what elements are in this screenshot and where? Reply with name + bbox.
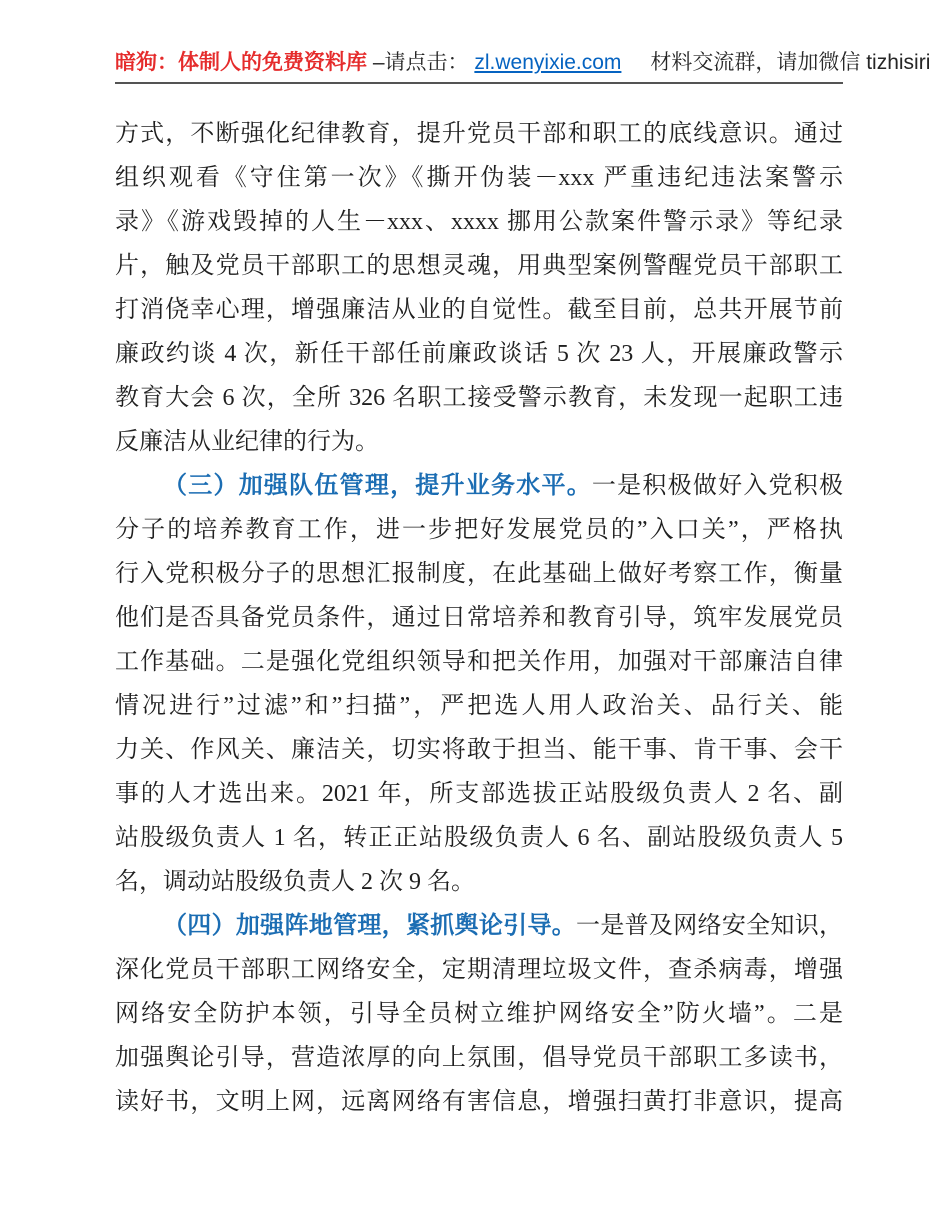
- text-line: [115, 816, 843, 860]
- text-line: [115, 112, 843, 156]
- text-run: 廉政约谈 4 次，新任干部任前廉政谈话 5 次 23 人，开展廉政警示: [115, 341, 843, 367]
- text-run: 组织观看《守住第一次》《撕开伪装－xxx 严重违纪违法案警示: [115, 165, 843, 191]
- text-run: 读好书，文明上网，远离网络有害信息，增强扫黄打非意识，提高: [115, 1089, 843, 1115]
- text-run: 名，调动站股级负责人 2 次 9 名。: [115, 869, 475, 895]
- header-group-hint: 材料交流群，请加微信 tizhisiri: [650, 51, 931, 74]
- text-line: [115, 420, 843, 464]
- text-line: [115, 728, 843, 772]
- text-line: [115, 552, 843, 596]
- text-run: 情况进行”过滤”和”扫描”，严把选人用人政治关、品行关、能: [115, 693, 843, 719]
- text-run: 加强舆论引导，营造浓厚的向上氛围，倡导党员干部职工多读书，: [115, 1045, 843, 1071]
- header-brand: 暗狗：体制人的免费资料库: [115, 51, 367, 74]
- header-banner: [115, 50, 931, 84]
- text-run: 站股级负责人 1 名，转正正站股级负责人 6 名、副站股级负责人 5: [115, 825, 843, 851]
- page-header: [115, 0, 931, 84]
- text-line: [115, 508, 843, 552]
- text-run: 一是积极做好入党积极: [591, 473, 843, 499]
- document-body: [115, 112, 843, 1124]
- text-run: 深化党员干部职工网络安全，定期清理垃圾文件，查杀病毒，增强: [115, 957, 843, 983]
- text-line: [115, 948, 843, 992]
- text-line: [115, 200, 843, 244]
- text-line: [115, 860, 843, 904]
- section-heading-lead: （四）加强阵地管理，紧抓舆论引导。: [163, 913, 577, 939]
- text-line: [115, 772, 843, 816]
- text-line: [115, 596, 843, 640]
- text-line: [115, 464, 843, 508]
- text-line: [115, 332, 843, 376]
- text-run: 打消侥幸心理，增强廉洁从业的自觉性。截至目前，总共开展节前: [115, 297, 843, 323]
- text-run: 反廉洁从业纪律的行为。: [115, 429, 379, 455]
- text-run: 一是普及网络安全知识，: [576, 913, 843, 939]
- text-line: [115, 1080, 843, 1124]
- text-run: 方式，不断强化纪律教育，提升党员干部和职工的底线意识。通过: [115, 121, 843, 147]
- text-line: [115, 640, 843, 684]
- header-click-hint: –请点击：: [372, 51, 469, 74]
- text-line: [115, 1036, 843, 1080]
- text-line: [115, 156, 843, 200]
- text-run: 网络安全防护本领，引导全员树立维护网络安全”防火墙”。二是: [115, 1001, 843, 1027]
- text-line: [115, 904, 843, 948]
- text-run: 分子的培养教育工作，进一步把好发展党员的”入口关”，严格执: [115, 517, 843, 543]
- header-link[interactable]: zl.wenyixie.com: [474, 51, 622, 74]
- text-run: 他们是否具备党员条件，通过日常培养和教育引导，筑牢发展党员: [115, 605, 843, 631]
- text-line: [115, 288, 843, 332]
- text-run: 行入党积极分子的思想汇报制度，在此基础上做好考察工作，衡量: [115, 561, 843, 587]
- text-line: [115, 376, 843, 420]
- text-line: [115, 992, 843, 1036]
- text-run: 教育大会 6 次，全所 326 名职工接受警示教育，未发现一起职工违: [115, 385, 843, 411]
- text-run: 工作基础。二是强化党组织领导和把关作用，加强对干部廉洁自律: [115, 649, 843, 675]
- text-run: 事的人才选出来。2021 年，所支部选拔正站股级负责人 2 名、副: [115, 781, 843, 807]
- section-heading-lead: （三）加强队伍管理，提升业务水平。: [163, 473, 592, 499]
- text-run: 片，触及党员干部职工的思想灵魂，用典型案例警醒党员干部职工: [115, 253, 843, 279]
- text-line: [115, 684, 843, 728]
- text-run: 录》《游戏毁掉的人生－xxx、xxxx 挪用公款案件警示录》等纪录: [115, 209, 843, 235]
- text-line: [115, 244, 843, 288]
- text-run: 力关、作风关、廉洁关，切实将敢于担当、能干事、肯干事、会干: [115, 737, 843, 763]
